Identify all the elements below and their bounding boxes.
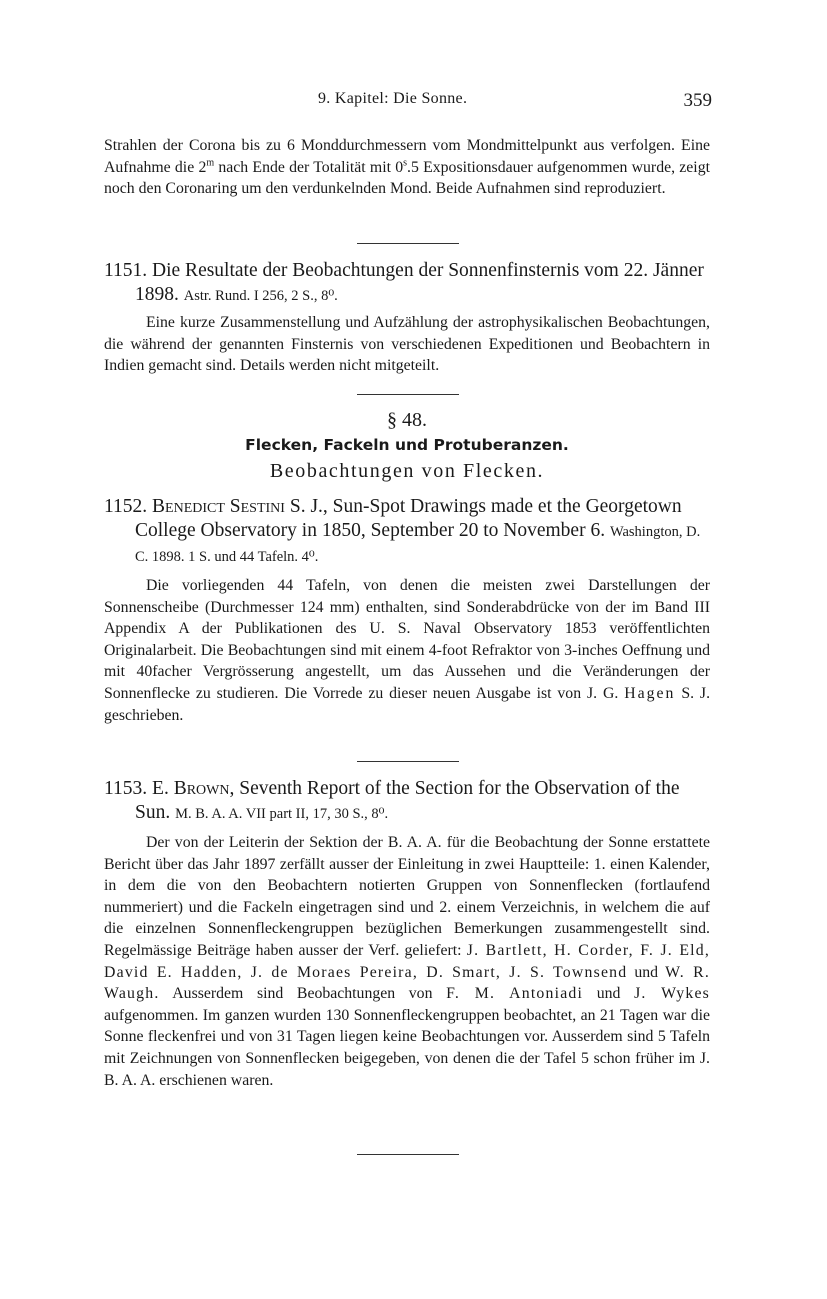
page-number: 359 xyxy=(683,90,712,111)
entry-1152 xyxy=(104,495,710,726)
separator-rule xyxy=(357,243,459,244)
entry-1153 xyxy=(104,777,710,1091)
contributor-names: J. Bartlett, H. Corder, F. J. Eld, David E. Hadden, J. de Moraes Pereira, D. Smart, J. S. Townsend xyxy=(104,941,711,981)
entry-abstract: Die vorliegenden 44 Tafeln, von denen die meisten zwei Darstellungen der Sonnenscheibe (Durchmesser 124 mm) enthalten, sind Sonderabdrücke von der im Band III Appendix A der Publikationen des U. S. Naval Observatory 1853 veröffentlichten Originalarbeit. Die Beobachtungen sind mit einem 4-foot Refraktor von 3-inches Oeffnung und mit 40facher Vergrösserung angestellt, um das Aussehen und die Veränderungen der Sonnenflecke zu studieren. Die Vorrede zu dieser neuen Ausgabe ist von J. G. xyxy=(104,577,710,702)
entry-number: 1152. xyxy=(104,496,148,517)
intro-text: .5 Expositionsdauer aufgenommen wurde, zeigt noch den Coronaring um den verdunkelnden Mond. Beide Aufnahmen sind reproduziert. xyxy=(104,158,710,198)
section-title: Flecken, Fackeln und Protuberanzen. xyxy=(245,436,569,454)
entry-number: 1153. xyxy=(104,778,148,799)
entry-1151 xyxy=(104,259,710,377)
separator-rule xyxy=(357,1154,459,1155)
subsection-title: Beobachtungen von Flecken. xyxy=(269,460,545,482)
entry-abstract: und xyxy=(596,985,621,1003)
seconds-superscript: s xyxy=(403,157,408,169)
person-name: Hagen xyxy=(624,684,676,702)
contributor-names: F. M. Antoniadi xyxy=(446,985,584,1003)
author-name: Benedict Sestini xyxy=(152,496,285,517)
section-number: § 48. xyxy=(387,409,427,431)
publication-info: Astr. Rund. I 256, 2 S., 8⁰. xyxy=(183,288,338,304)
entry-abstract: S. J. geschrieben. xyxy=(104,684,711,724)
minutes-superscript: m xyxy=(206,157,215,169)
intro-text: nach Ende der Totalität mit 0 xyxy=(214,158,404,176)
contributor-names: J. Wykes xyxy=(634,985,711,1003)
separator-rule xyxy=(357,761,459,762)
intro-text: Strahlen der Corona bis zu 6 Monddurchmessern vom Mondmittelpunkt aus verfolgen. Eine Aufnahme die 2 xyxy=(104,137,710,176)
entry-title: , Seventh Report of the Section for the Observation of the Sun. xyxy=(135,778,680,823)
author-initial: E. xyxy=(152,778,169,799)
section-heading xyxy=(104,409,710,483)
running-header xyxy=(104,90,712,114)
publication-info: Washington, D. C. 1898. 1 S. und 44 Tafeln. 4⁰. xyxy=(135,524,701,565)
author-name: Brown xyxy=(173,778,230,799)
entry-abstract: aufgenommen. Im ganzen wurden 130 Sonnenfleckengruppen beobachtet, an 21 Tagen war die Sonne fleckenfrei und von 31 Tagen liegen keine Beobachtungen vor. Ausserdem sind 5 Tafeln mit Zeichnungen von Sonnenflecken beigegeben, von denen die der Tafel 5 schon früher im J. B. A. A. erschienen waren. xyxy=(104,1006,710,1089)
intro-paragraph xyxy=(104,135,710,200)
chapter-title: 9. Kapitel: Die Sonne. xyxy=(318,90,468,107)
entry-abstract: und xyxy=(634,963,659,981)
entry-abstract: Eine kurze Zusammenstellung und Aufzählung der astrophysikalischen Beobachtungen, die während der genannten Finsternis von verschiedenen Expeditionen und Beobachtern in Indien gemacht sind. Details werden nicht mitgeteilt. xyxy=(104,314,710,375)
entry-title: S. J., Sun-Spot Drawings made et the Georgetown College Observatory in 1850, September 20 to November 6. xyxy=(135,496,682,541)
entry-abstract: Der von der Leiterin der Sektion der B. A. A. für die Beobachtung der Sonne erstattete Bericht über das Jahr 1897 zerfällt ausser der Einleitung in zwei Hauptteile: 1. einen Kalender, in dem die von den Beobachtern notierten Gruppen von Sonnenflecken (fortlaufend nummeriert) und die Fackeln eingetragen sind und 2. einem Verzeichnis, in welchem die auf die einzelnen Sonnenfleckengruppen bezüglichen Bemerkungen zusammengestellt sind. Regelmässige Beiträge haben ausser der Verf. geliefert: xyxy=(104,834,710,959)
separator-rule xyxy=(357,394,459,395)
publication-info: M. B. A. A. VII part II, 17, 30 S., 8⁰. xyxy=(175,806,389,822)
entry-title: 1151. Die Resultate der Beobachtungen der Sonnenfinsternis vom 22. Jänner 1898. xyxy=(104,260,704,305)
contributor-names: W. R. Waugh. xyxy=(104,963,710,1003)
entry-abstract: Ausserdem sind Beobachtungen von xyxy=(172,985,433,1003)
